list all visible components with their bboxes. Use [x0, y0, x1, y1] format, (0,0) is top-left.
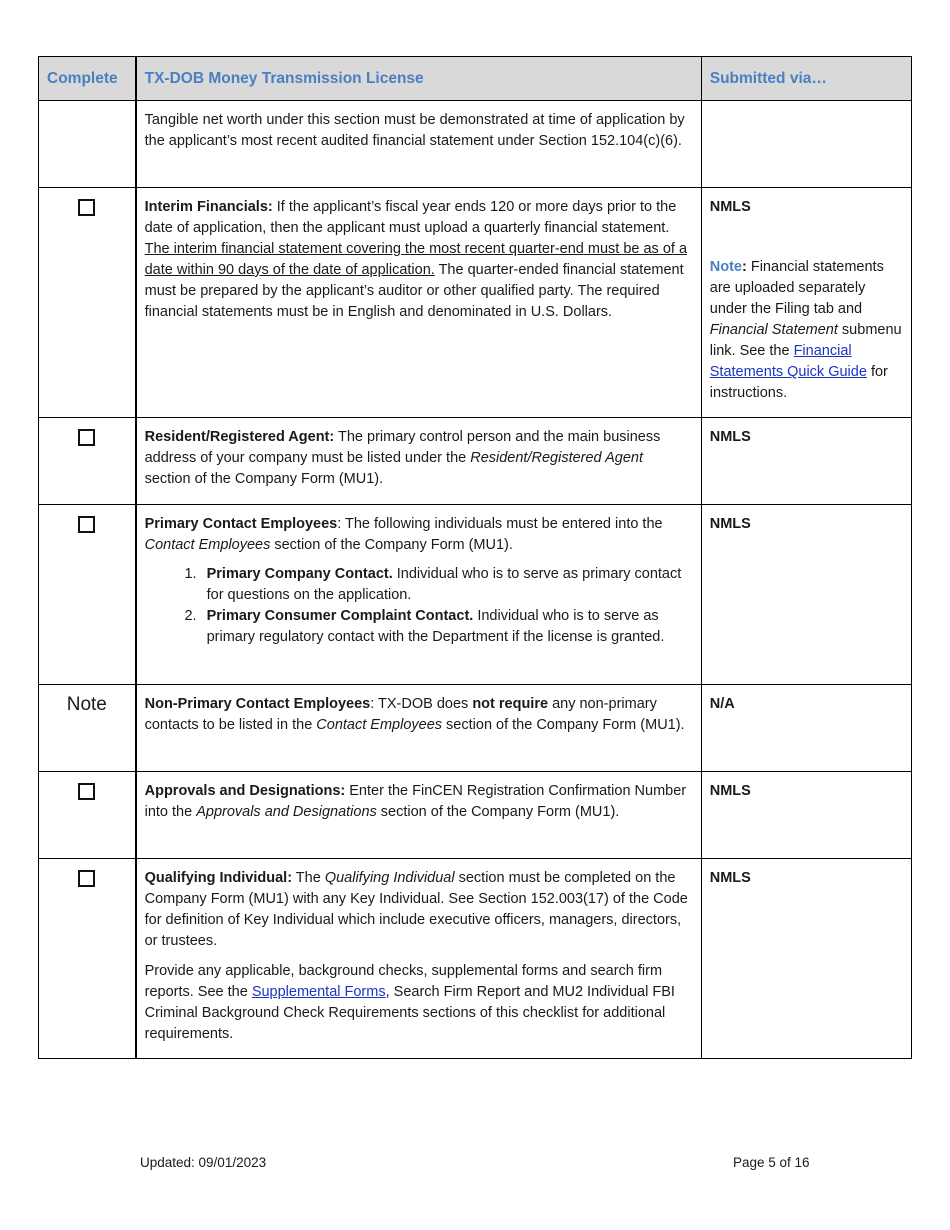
table-row	[39, 859, 912, 1059]
approvals-checkbox[interactable]	[78, 783, 95, 800]
submitted-cell	[701, 188, 911, 418]
checklist-table	[38, 56, 912, 1059]
complete-cell	[39, 188, 136, 418]
complete-cell	[39, 772, 136, 859]
primary-contact-list	[145, 564, 693, 648]
nonprimary-bold: not require	[472, 696, 549, 712]
item1-title: Primary Company Contact.	[206, 566, 393, 582]
qualifying-title: Qualifying Individual:	[144, 870, 293, 886]
supplemental-forms-link[interactable]: Supplemental Forms	[251, 984, 386, 1000]
interim-text1: If the applicant’s fiscal year ends 120 or more days prior to the date of application, then the applicant must upload a quarterly financial statement.	[144, 199, 677, 236]
qualifying-paragraph-1	[145, 868, 693, 952]
footer-page-number: Page 5 of 16	[733, 1155, 810, 1170]
interim-underlined: The interim financial statement covering the most recent quarter-end must be as of a date within 90 days of the date of application.	[144, 241, 688, 278]
table-row	[39, 418, 912, 505]
header-complete: Complete	[39, 57, 136, 101]
primary-text2: section of the Company Form (MU1).	[270, 537, 513, 553]
item1-text: Individual who is to serve as primary contact for questions on the application.	[206, 566, 682, 603]
table-row	[39, 685, 912, 772]
header-submitted-via: Submitted via…	[701, 57, 911, 101]
nonprimary-via: N/A	[709, 696, 735, 712]
qualifying-via: NMLS	[709, 870, 751, 886]
primary-via: NMLS	[709, 516, 751, 532]
nonprimary-text2: any non-primary contacts to be listed in the	[144, 696, 657, 733]
agent-via: NMLS	[709, 429, 751, 445]
agent-text1: The primary control person and the main business address of your company must be listed under the	[144, 429, 661, 466]
primary-contact-checkbox[interactable]	[78, 516, 95, 533]
list-item	[201, 606, 693, 648]
requirement-cell	[136, 101, 702, 188]
agent-text2: section of the Company Form (MU1).	[144, 471, 384, 487]
header-license: TX-DOB Money Transmission License	[136, 57, 702, 101]
complete-cell	[39, 685, 136, 772]
table-row	[39, 101, 912, 188]
interim-note-italic: Financial Statement	[709, 322, 838, 338]
nonprimary-note-label: Note	[66, 694, 107, 715]
approvals-text2: section of the Company Form (MU1).	[376, 804, 620, 820]
primary-title: Primary Contact Employees	[144, 516, 338, 532]
submitted-cell	[701, 685, 911, 772]
interim-note-text2: submenu link. See the	[709, 322, 902, 359]
interim-note-text1: Financial statements are uploaded separately under the Filing tab and	[709, 259, 884, 317]
requirement-cell	[136, 418, 702, 505]
item2-title: Primary Consumer Complaint Contact.	[206, 608, 474, 624]
item2-text: Individual who is to serve as primary regulatory contact with the Department if the license is granted.	[206, 608, 665, 645]
submitted-cell	[701, 418, 911, 505]
requirement-cell	[136, 772, 702, 859]
submitted-cell-empty	[701, 101, 911, 188]
submitted-cell	[701, 505, 911, 685]
qualifying-text1: The	[292, 870, 325, 886]
list-item	[201, 564, 693, 606]
table-row	[39, 772, 912, 859]
footer-updated: Updated: 09/01/2023	[140, 1155, 267, 1170]
interim-text2: The quarter-ended financial statement must be prepared by the applicant’s auditor or other qualified party. The required financial statements must be in English and denominated in U.S. Dollars.	[144, 262, 684, 320]
financial-statements-guide-link[interactable]: Financial Statements Quick Guide	[709, 343, 867, 380]
interim-via: NMLS	[709, 199, 751, 215]
qualifying-text2: section must be completed on the Company Form (MU1) with any Key Individual. See Section 152.003(17) of the Code for definition of Key Individual which include executive officers, managers, directors, or trustees.	[144, 870, 688, 949]
nonprimary-text3: section of the Company Form (MU1).	[442, 717, 685, 733]
interim-title: Interim Financials:	[144, 199, 273, 215]
complete-cell	[39, 859, 136, 1059]
interim-note-text3: for instructions.	[709, 364, 888, 401]
requirement-cell	[136, 505, 702, 685]
approvals-via: NMLS	[709, 783, 751, 799]
qualifying-individual-checkbox[interactable]	[78, 870, 95, 887]
qualifying-p2-text1: Provide any applicable, background checks, supplemental forms and search firm reports. See the	[144, 963, 663, 1000]
primary-text1: : The following individuals must be entered into the	[337, 516, 663, 532]
submitted-cell	[701, 772, 911, 859]
table-row	[39, 188, 912, 418]
interim-financials-checkbox[interactable]	[78, 199, 95, 216]
interim-note-label: Note	[709, 259, 742, 275]
approvals-italic: Approvals and Designations	[196, 804, 377, 820]
interim-note-colon: :	[741, 259, 747, 275]
agent-title: Resident/Registered Agent:	[144, 429, 335, 445]
approvals-text1: Enter the FinCEN Registration Confirmation Number into the	[144, 783, 687, 820]
qualifying-p2-text2: , Search Firm Report and MU2 Individual FBI Criminal Background Check Requirements sections of this checklist for additional requirements.	[144, 984, 675, 1042]
nonprimary-title: Non-Primary Contact Employees	[144, 696, 371, 712]
table-row	[39, 505, 912, 685]
submitted-cell	[701, 859, 911, 1059]
primary-italic: Contact Employees	[144, 537, 271, 553]
qualifying-italic: Qualifying Individual	[324, 870, 455, 886]
table-header-row	[39, 57, 912, 101]
registered-agent-checkbox[interactable]	[78, 429, 95, 446]
networth-text: Tangible net worth under this section must be demonstrated at time of application by the applicant’s most recent audited financial statement under Section 152.104(c)(6).	[144, 112, 685, 149]
nonprimary-text1: : TX-DOB does	[370, 696, 473, 712]
complete-cell-empty	[39, 101, 136, 188]
approvals-title: Approvals and Designations:	[144, 783, 346, 799]
complete-cell	[39, 418, 136, 505]
nonprimary-italic: Contact Employees	[316, 717, 443, 733]
requirement-cell	[136, 188, 702, 418]
requirement-cell	[136, 859, 702, 1059]
qualifying-paragraph-2	[145, 961, 693, 1045]
agent-italic: Resident/Registered Agent	[470, 450, 643, 466]
complete-cell	[39, 505, 136, 685]
requirement-cell	[136, 685, 702, 772]
interim-note	[710, 257, 903, 404]
